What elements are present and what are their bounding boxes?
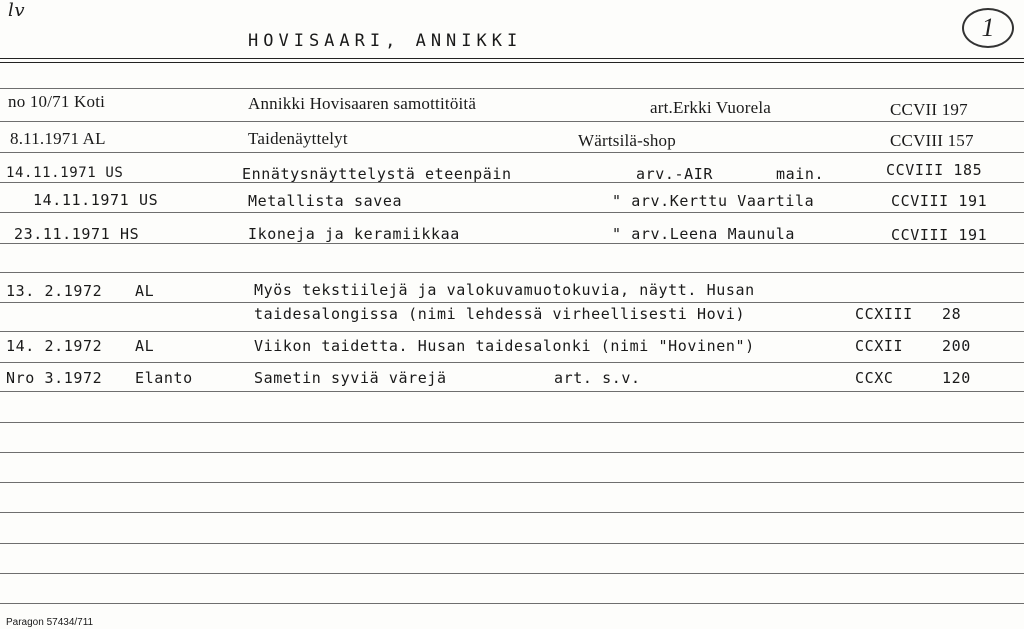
line-rule	[0, 243, 1024, 244]
entry-date: 14.11.1971 US	[6, 165, 124, 181]
entry-source: AL	[135, 282, 155, 300]
line-rule	[0, 512, 1024, 513]
line-rule	[0, 573, 1024, 574]
entry-date: no 10/71 Koti	[8, 92, 106, 111]
header-rule-2	[0, 62, 1024, 63]
line-rule	[0, 452, 1024, 453]
entry-note: art.Erkki Vuorela	[650, 98, 772, 117]
entry-date: 13. 2.1972	[6, 282, 103, 300]
entry-title-continued: taidesalongissa (nimi lehdessä virheellisesti Hovi)	[254, 305, 746, 323]
line-rule	[0, 152, 1024, 153]
line-rule	[0, 272, 1024, 273]
card-title-name: HOVISAARI, ANNIKKI	[248, 31, 523, 51]
entry-title: Myös tekstiilejä ja valokuvamuotokuvia, näytt. Husan	[254, 281, 755, 299]
corner-handwritten-mark: lv	[8, 0, 26, 21]
entry-title: Ennätysnäyttelystä eteenpäin	[242, 165, 512, 183]
entry-note: " arv.Kerttu Vaartila	[612, 192, 815, 210]
entry-ref: CCXIII	[855, 305, 913, 323]
entry-ref: CCXII	[855, 337, 904, 355]
entry-date: 23.11.1971 HS	[14, 225, 140, 243]
entry-note-secondary: main.	[776, 165, 825, 183]
entry-note: art. s.v.	[554, 369, 641, 387]
entry-ref: CCVIII 185	[886, 161, 983, 179]
entry-title: Taidenäyttelyt	[248, 129, 348, 148]
entry-page: 28	[942, 305, 962, 323]
entry-title: Viikon taidetta. Husan taidesalonki (nimi "Hovinen")	[254, 337, 755, 355]
line-rule	[0, 362, 1024, 363]
entry-title: Sametin syviä värejä	[254, 369, 447, 387]
line-rule	[0, 331, 1024, 332]
entry-title: Annikki Hovisaaren samottitöitä	[248, 94, 477, 113]
line-rule	[0, 422, 1024, 423]
line-rule	[0, 88, 1024, 89]
entry-note: Wärtsilä-shop	[578, 131, 676, 150]
entry-ref: CCXC	[855, 369, 894, 387]
entry-ref: CCVIII 191	[891, 226, 988, 244]
line-rule	[0, 121, 1024, 122]
entry-title: Metallista savea	[248, 192, 403, 210]
header-rule	[0, 58, 1024, 59]
entry-ref: CCVIII 191	[891, 192, 988, 210]
line-rule	[0, 182, 1024, 183]
line-rule	[0, 543, 1024, 544]
entry-source: AL	[135, 337, 155, 355]
line-rule	[0, 212, 1024, 213]
entry-note: " arv.Leena Maunula	[612, 225, 795, 243]
entry-date: 8.11.1971 AL	[10, 129, 106, 148]
entry-title: Ikoneja ja keramiikkaa	[248, 225, 460, 243]
entry-page: 200	[942, 337, 971, 355]
line-rule	[0, 391, 1024, 392]
circled-card-number: 1	[962, 8, 1014, 48]
entry-source: Elanto	[135, 369, 193, 387]
card-footer-print: Paragon 57434/711	[6, 617, 94, 628]
entry-date: 14.11.1971 US	[33, 191, 159, 209]
entry-ref: CCVIII 157	[890, 131, 974, 150]
entry-page: 120	[942, 369, 971, 387]
entry-date: Nro 3.1972	[6, 369, 103, 387]
entry-ref: CCVII 197	[890, 100, 968, 119]
line-rule	[0, 482, 1024, 483]
entry-note: arv.-AIR	[636, 165, 714, 183]
entry-date: 14. 2.1972	[6, 337, 103, 355]
line-rule	[0, 302, 1024, 303]
line-rule	[0, 603, 1024, 604]
